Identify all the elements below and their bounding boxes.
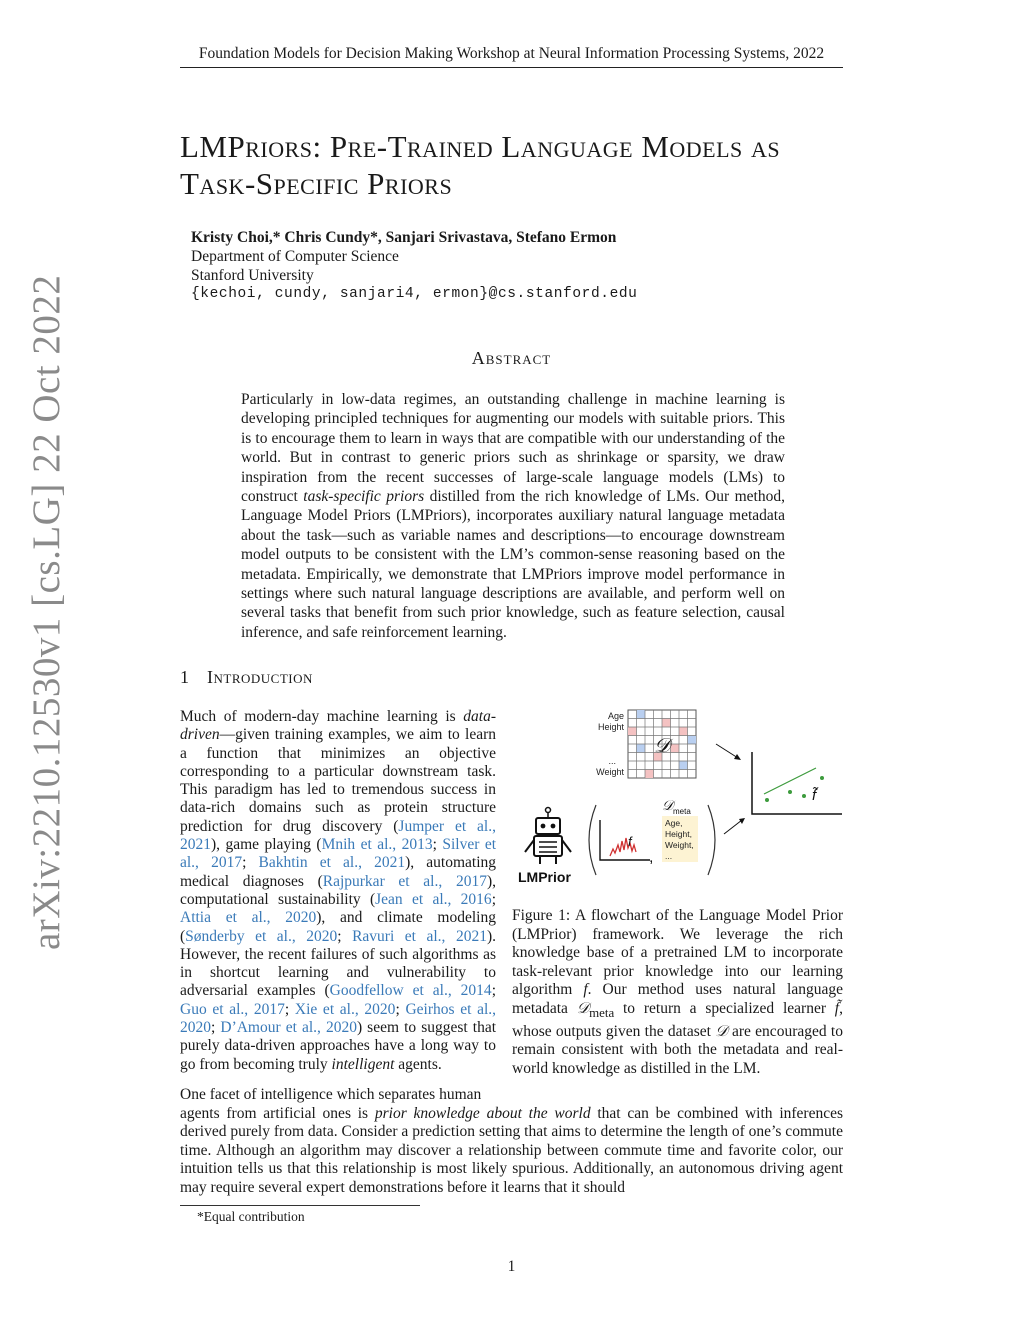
dataset-symbol: 𝒟 <box>654 735 670 757</box>
citation[interactable]: Geirhos et al., 2020 <box>180 1000 496 1037</box>
author-block <box>191 228 637 304</box>
citation[interactable]: Goodfellow et al., 2014 <box>329 982 492 1000</box>
meta-item-weight: Weight, <box>665 840 694 850</box>
function-symbol: f <box>628 834 632 849</box>
caption-ftilde: f̃ <box>834 999 840 1017</box>
citation[interactable]: Bakhtin et al., 2021 <box>258 854 406 872</box>
abstract-text-2: distilled from the rich knowledge of LMs. Our method, Language Model Priors (LMPriors), incorporates auxiliary natural language metadata about the task—such as variable names and descriptions—to encourage downstream model outputs to be consistent with the LM’s common-sense reasoning based on the metadata. Empirically, we demonstrate that LMPriors improve model performance in settings where such natural language descriptions are available, and perform well on several tasks that benefit from such prior knowledge, such as feature selection, causal inference, and safe reinforcement learning. <box>241 488 785 641</box>
author-university: Stanford University <box>191 267 314 284</box>
author-department: Department of Computer Science <box>191 248 399 265</box>
caption-dmeta: 𝒟 <box>576 999 590 1017</box>
title-line-2: Task-Specific Priors <box>180 166 453 201</box>
abstract-emphasis: task-specific priors <box>303 488 425 506</box>
author-emails[interactable]: {kechoi, cundy, sanjari4, ermon}@cs.stanford.edu <box>191 286 638 302</box>
arxiv-watermark[interactable]: arXiv:2210.12530v1 [cs.LG] 22 Oct 2022 <box>25 274 68 950</box>
caption-dmeta-sub: meta <box>589 1005 615 1021</box>
caption-dataset: 𝒟 <box>715 1022 728 1040</box>
arrow-meta-to-learner <box>724 818 745 834</box>
learner-symbol: f̃ <box>812 787 817 804</box>
meta-item-height: Height, <box>665 829 692 839</box>
function-plot <box>600 820 650 860</box>
citation[interactable]: Silver et al., 2017 <box>180 836 497 872</box>
meta-item-age: Age, <box>665 818 683 828</box>
abstract-text-1: Particularly in low-data regimes, an outstanding challenge in machine learning is developing principled techniques for augmenting our models with suitable priors. This is to encourage them to learn in ways that are compatible with our understanding of the world. But in contrast to generic priors such as shrinkage or sparsity, we draw inspiration from the recent successes of large-scale language models (LMs) to construct <box>241 391 785 506</box>
citation[interactable]: Sønderby et al., 2020 <box>185 927 338 945</box>
section-title: Introduction <box>207 667 313 687</box>
caption-f: f <box>583 981 588 999</box>
intro-paragraph-2: One facet of intelligence which separates human agents from artificial ones is prior knowledge about the world that can be combined with inferences derived purely from data. Consider a prediction setting that aims to determine the length of one’s commute time. Although an algorithm may discover a relationship between commute time and favorite color, our intuition tells us that this relationship is most likely spurious. Additionally, an autonomous driving agent may require several expert demonstrations before it learns that it should <box>180 1086 843 1196</box>
section-number: 1 <box>180 667 189 687</box>
section-heading <box>180 667 313 688</box>
figure-caption: Figure 1: A flowchart of the Language Model Prior (LMPrior) framework. We leverage the rich knowledge base of a pretrained LM to incorporate task-relevant prior knowledge into our learning algorithm f. Our method uses natural language metadata 𝒟$_{meta}$ to return a specialized learner f̃, whose outputs given the dataset 𝒟 are encouraged to remain consistent with both the metadata and real-world knowledge as distilled in the LM. <box>512 907 843 1077</box>
citation[interactable]: Jumper et al., 2021 <box>180 817 496 854</box>
citation[interactable]: D’Amour et al., 2020 <box>220 1019 357 1037</box>
row-label-weight: Weight <box>596 767 624 777</box>
learner-plot <box>752 752 842 814</box>
author-names: Kristy Choi,* Chris Cundy*, Sanjari Srivastava, Stefano Ermon <box>191 229 617 246</box>
citation[interactable]: Jean et al., 2016 <box>375 890 492 908</box>
emph-data-driven: data-driven <box>180 708 496 744</box>
left-paren <box>589 805 596 875</box>
emph-intelligent: intelligent <box>331 1055 395 1073</box>
tuple-comma: , <box>649 849 654 866</box>
robot-icon <box>525 808 571 865</box>
row-label-age: Age <box>607 711 624 721</box>
page-number: 1 <box>507 1258 516 1275</box>
citation[interactable]: Xie et al., 2020 <box>294 1000 396 1018</box>
abstract-body <box>241 390 785 642</box>
row-label-height: Height <box>597 722 624 732</box>
meta-symbol: 𝒟 <box>662 797 674 813</box>
citation[interactable]: Attia et al., 2020 <box>180 909 317 927</box>
meta-subscript: meta <box>673 807 691 816</box>
citation[interactable]: Guo et al., 2017 <box>180 1000 285 1018</box>
abstract-heading: Abstract <box>471 348 552 368</box>
citation[interactable]: Mnih et al., 2013 <box>321 836 433 854</box>
figure-flowchart <box>512 702 843 892</box>
lmprior-label: LMPrior <box>518 869 571 885</box>
intro-p2-first-line: One facet of intelligence which separates human <box>180 1086 482 1103</box>
footnote: *Equal contribution <box>197 1209 305 1224</box>
right-paren <box>708 805 715 875</box>
paper-title <box>180 128 860 202</box>
emph-prior-knowledge: prior knowledge about the world <box>374 1104 591 1122</box>
intro-paragraph-1: Much of modern-day machine learning is data-driven—given training examples, we aim to learn a function that minimizes an objective corresponding to a particular downstream task. This paradigm has led to tremendous success in data-rich domains such as protein structure prediction for drug discovery (Jumper et al., 2021), game playing (Mnih et al., 2013; Silver et al., 2017; Bakhtin et al., 2021), automating medical diagnoses (Rajpurkar et al., 2017), computational sustainability (Jean et al., 2016; Attia et al., 2020), and climate modeling (Sønderby et al., 2020; Ravuri et al., 2021). However, the recent failures of such algorithms as in shortcut learning and vulnerability to adversarial examples (Goodfellow et al., 2014; Guo et al., 2017; Xie et al., 2020; Geirhos et al., 2020; D’Amour et al., 2020) seem to suggest that purely data-driven approaches have a long way to go from becoming truly intelligent agents. <box>180 708 497 1073</box>
footnote-rule <box>180 1205 420 1206</box>
citation[interactable]: Ravuri et al., 2021 <box>352 927 487 945</box>
arrow-dataset-to-learner <box>716 744 741 760</box>
citation[interactable]: Rajpurkar et al., 2017 <box>322 872 487 890</box>
meta-item-ellipsis: ... <box>665 851 673 861</box>
row-label-ellipsis: ... <box>608 756 616 766</box>
title-line-1: LMPriors: Pre-Trained Language Models as <box>180 129 781 164</box>
conference-header: Foundation Models for Decision Making Workshop at Neural Information Processing Systems, 2022 <box>180 44 843 68</box>
